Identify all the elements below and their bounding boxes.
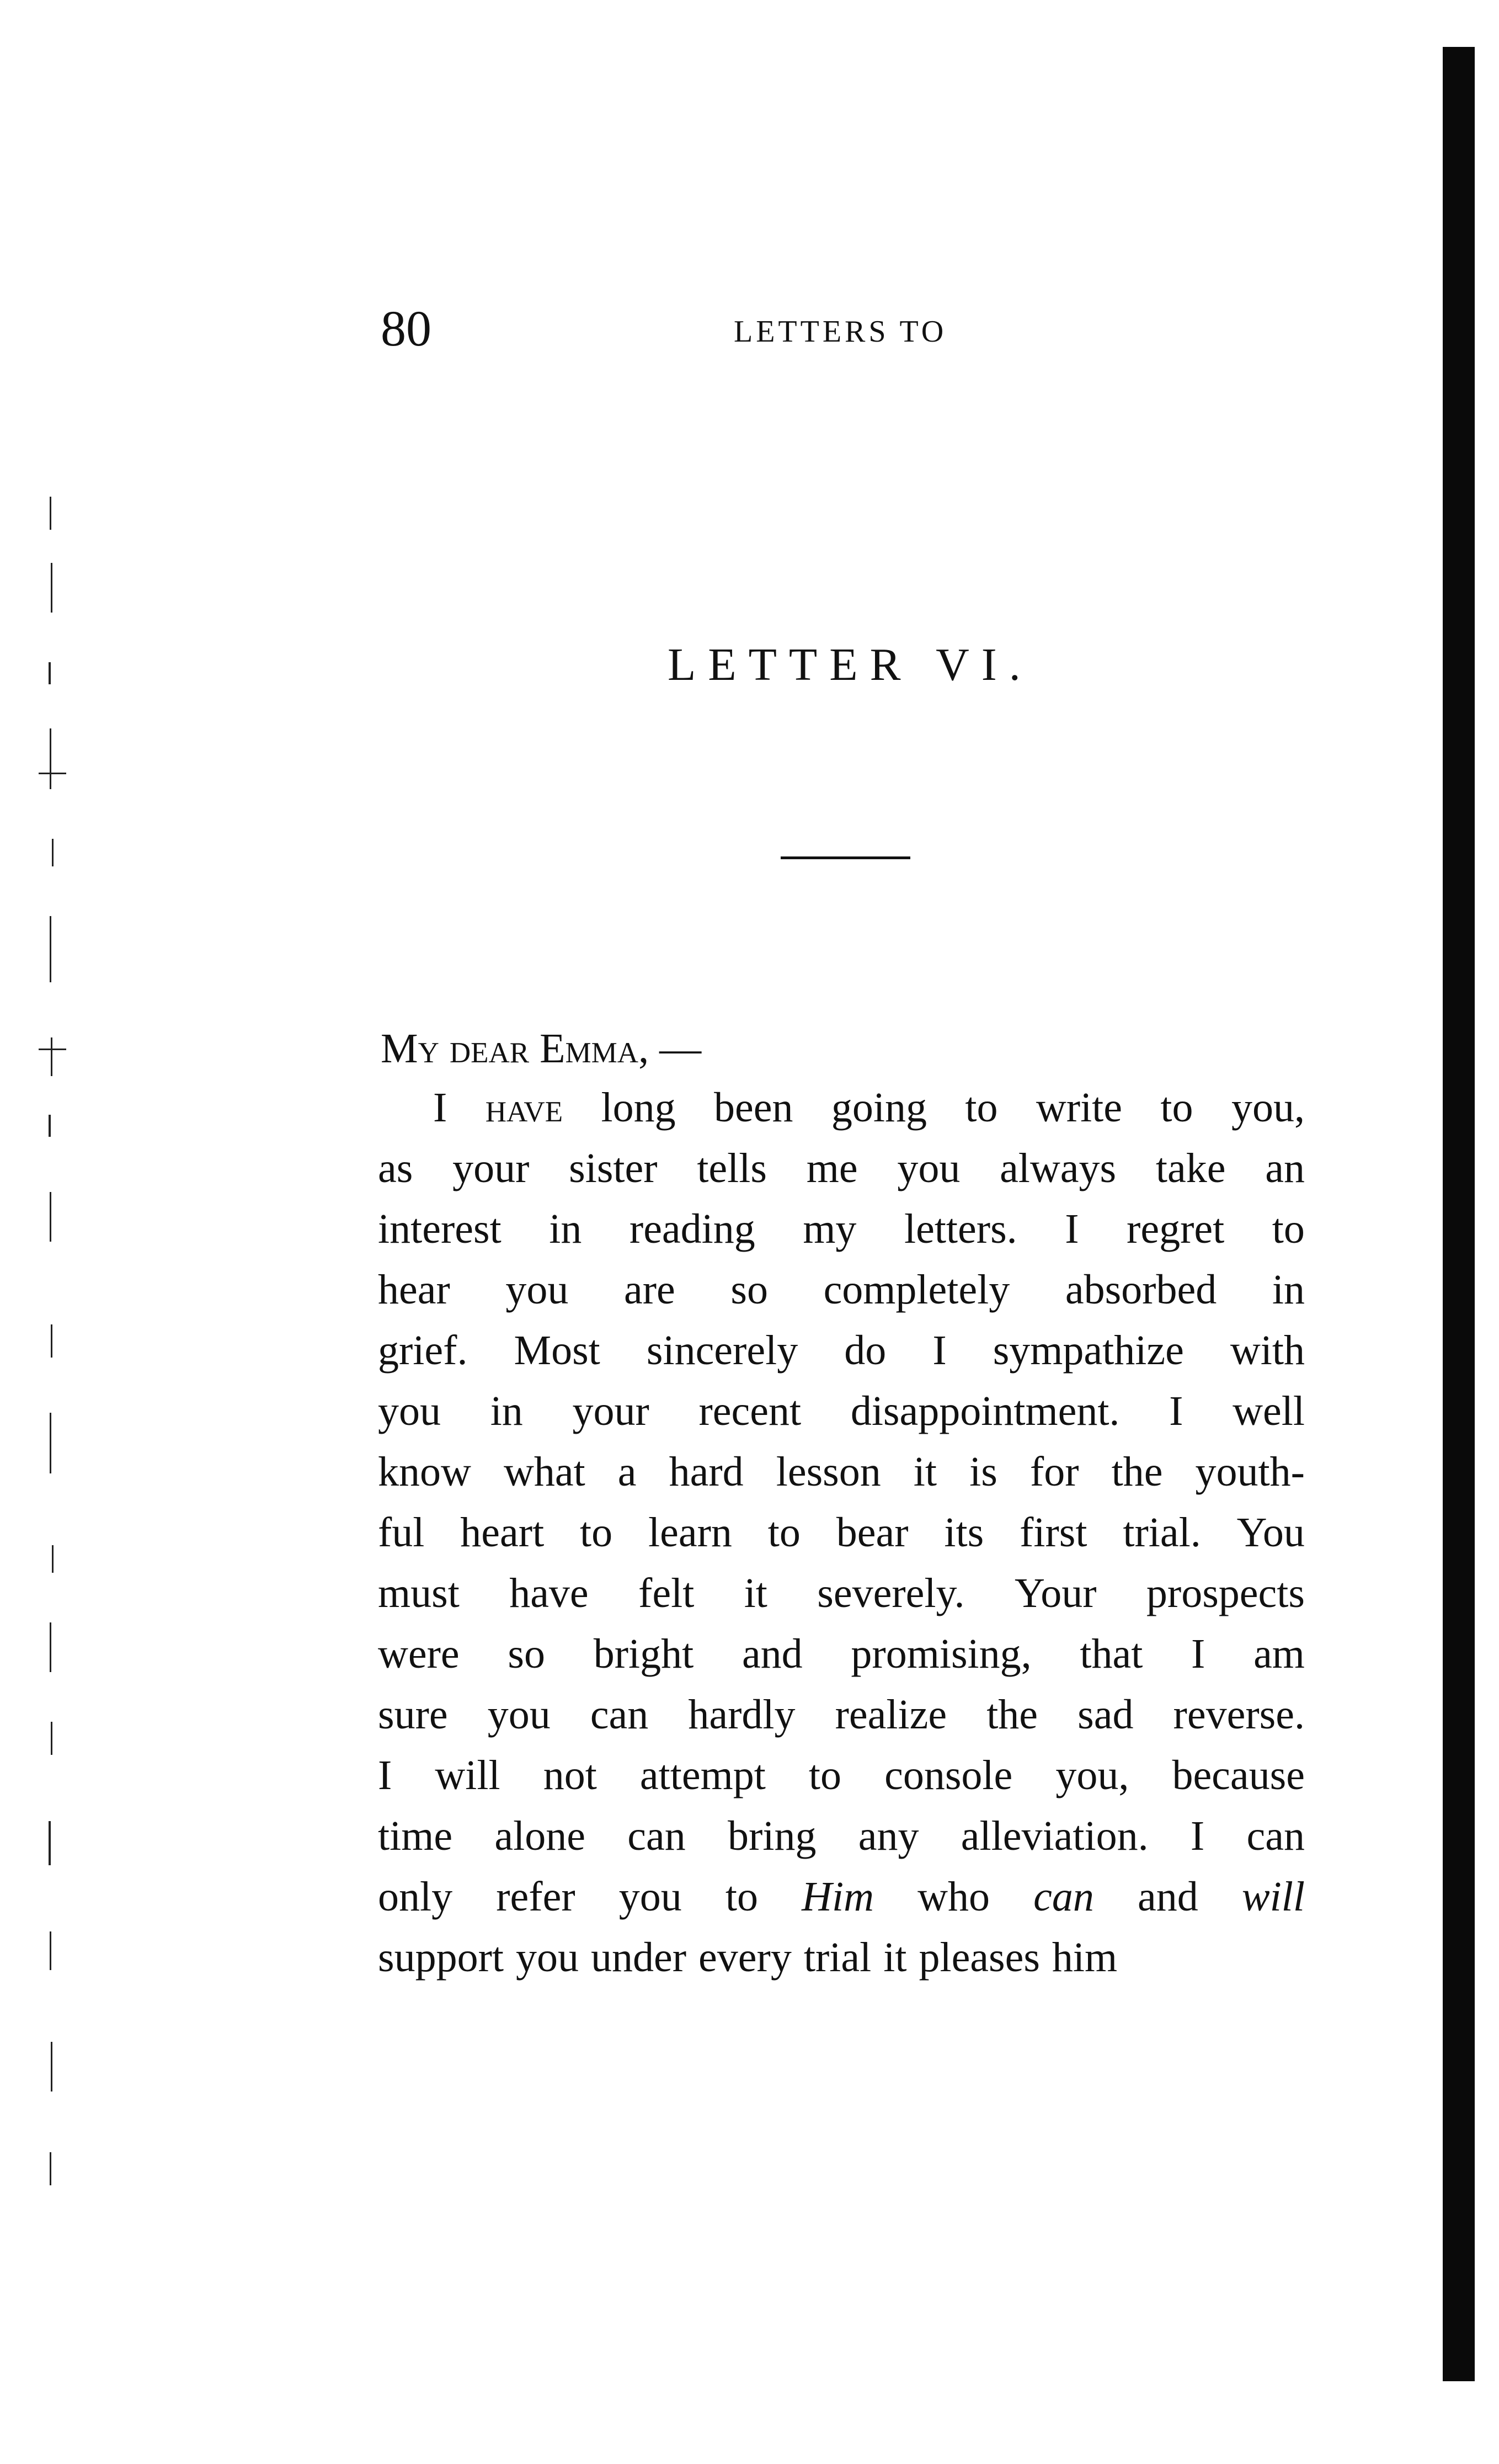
word: pleases	[919, 1934, 1040, 1981]
word: support	[378, 1934, 504, 1981]
word: interest	[378, 1206, 502, 1252]
word: reverse.	[1173, 1691, 1305, 1738]
word: and	[742, 1631, 803, 1677]
word: Your	[1014, 1570, 1097, 1616]
word: long	[601, 1084, 676, 1131]
word: I	[932, 1327, 947, 1374]
word: hardly	[688, 1691, 796, 1738]
word: completely	[823, 1266, 1010, 1313]
word: well	[1233, 1388, 1305, 1434]
word: not	[543, 1752, 597, 1798]
word: it	[744, 1570, 767, 1616]
word: will	[435, 1752, 500, 1798]
word: know	[378, 1449, 471, 1495]
scan-speck	[50, 1622, 51, 1672]
scan-speck	[50, 2152, 51, 2185]
scan-speck	[49, 662, 51, 684]
word: to	[1272, 1206, 1305, 1252]
body-line	[378, 1684, 1305, 1745]
word: so	[508, 1631, 545, 1677]
body-line	[378, 1138, 1305, 1199]
word: for	[1029, 1449, 1079, 1495]
salutation: My dear Emma, —	[381, 1025, 702, 1072]
scan-speck	[50, 1192, 51, 1242]
word: I	[1190, 1813, 1205, 1859]
word: take	[1155, 1145, 1226, 1191]
word: alleviation.	[961, 1813, 1149, 1859]
word: severely.	[817, 1570, 965, 1616]
word: under	[591, 1934, 687, 1981]
word: grief.	[378, 1327, 468, 1374]
word: heart	[460, 1509, 545, 1556]
word: absorbed	[1065, 1266, 1217, 1313]
word: you,	[1231, 1084, 1305, 1131]
word: disappointment.	[850, 1388, 1120, 1434]
word: the	[1111, 1449, 1163, 1495]
body-line	[378, 1199, 1305, 1259]
word: you	[516, 1934, 579, 1981]
word: time	[378, 1813, 453, 1859]
word: a	[617, 1449, 637, 1495]
word: you	[505, 1266, 569, 1313]
word: regret	[1127, 1206, 1225, 1252]
word: trial.	[1123, 1509, 1201, 1556]
body-line	[378, 1259, 1305, 1320]
word: in	[490, 1388, 523, 1434]
scan-speck	[39, 1049, 66, 1050]
word: to	[965, 1084, 998, 1131]
word: to	[1160, 1084, 1193, 1131]
body-line	[378, 1563, 1305, 1624]
word: what	[503, 1449, 585, 1495]
word: learn	[648, 1509, 732, 1556]
scan-speck	[52, 839, 54, 866]
word: have	[509, 1570, 589, 1616]
letter-body	[378, 1077, 1305, 2026]
body-line	[378, 1745, 1305, 1806]
page-number: 80	[381, 300, 431, 356]
word: tells	[697, 1145, 767, 1191]
word: sad	[1077, 1691, 1134, 1738]
word: You	[1236, 1509, 1305, 1556]
word: your	[572, 1388, 649, 1434]
word: will	[1241, 1874, 1305, 1920]
word: sympathize	[993, 1327, 1184, 1374]
scan-speck	[52, 1545, 54, 1573]
scan-speck	[49, 1821, 51, 1865]
word: prospects	[1146, 1570, 1305, 1616]
scan-speck	[50, 1931, 51, 1970]
word: can	[590, 1691, 649, 1738]
word: were	[378, 1631, 460, 1677]
word: me	[806, 1145, 858, 1191]
word: it	[883, 1934, 907, 1981]
word: I	[1065, 1206, 1079, 1252]
word: sincerely	[646, 1327, 798, 1374]
word: that	[1080, 1631, 1143, 1677]
word: with	[1230, 1327, 1305, 1374]
word: hard	[669, 1449, 744, 1495]
word: write	[1036, 1084, 1123, 1131]
scan-speck	[49, 1115, 51, 1137]
word: I	[378, 1752, 392, 1798]
word: attempt	[639, 1752, 766, 1798]
word: bring	[728, 1813, 817, 1859]
word: you	[897, 1145, 961, 1191]
body-line	[378, 1806, 1305, 1866]
word: Most	[514, 1327, 600, 1374]
word: bear	[836, 1509, 909, 1556]
margin-specks	[39, 497, 72, 2318]
word: any	[858, 1813, 919, 1859]
word: alone	[494, 1813, 585, 1859]
word: been	[713, 1084, 793, 1131]
word: always	[1000, 1145, 1117, 1191]
word: you	[487, 1691, 551, 1738]
scan-speck	[51, 1037, 52, 1076]
word: sure	[378, 1691, 448, 1738]
word: ful	[378, 1509, 425, 1556]
word: letters.	[904, 1206, 1017, 1252]
scan-speck	[50, 728, 51, 789]
scan-speck	[39, 773, 66, 774]
word: so	[730, 1266, 768, 1313]
running-head	[381, 298, 988, 359]
word: who	[917, 1874, 990, 1920]
word: you,	[1055, 1752, 1129, 1798]
word: trial	[803, 1934, 872, 1981]
word: going	[831, 1084, 927, 1131]
word: every	[698, 1934, 792, 1981]
body-line	[433, 1077, 1305, 1138]
word: am	[1253, 1631, 1305, 1677]
scan-speck	[50, 497, 51, 530]
word: can	[1033, 1874, 1094, 1920]
word: to	[725, 1874, 759, 1920]
word: refer	[496, 1874, 575, 1920]
scan-speck	[51, 2042, 52, 2092]
word: you	[618, 1874, 682, 1920]
word: sister	[569, 1145, 658, 1191]
word: realize	[835, 1691, 947, 1738]
word: I	[1169, 1388, 1183, 1434]
page-edge-shadow	[1443, 47, 1475, 2381]
word: only	[378, 1874, 453, 1920]
heading-rule	[781, 856, 910, 859]
word: to	[808, 1752, 842, 1798]
word: my	[803, 1206, 857, 1252]
word: lesson	[776, 1449, 881, 1495]
word: felt	[638, 1570, 695, 1616]
scan-speck	[51, 563, 52, 613]
word: and	[1138, 1874, 1198, 1920]
word: I	[433, 1084, 447, 1131]
word: are	[624, 1266, 675, 1313]
word: in	[1272, 1266, 1305, 1313]
body-line	[378, 1381, 1305, 1441]
word: can	[627, 1813, 686, 1859]
word: an	[1265, 1145, 1305, 1191]
word: bright	[593, 1631, 694, 1677]
body-line	[378, 1441, 1305, 1502]
word: youth-	[1195, 1449, 1305, 1495]
word: reading	[629, 1206, 755, 1252]
word: promising,	[851, 1631, 1032, 1677]
word: your	[452, 1145, 530, 1191]
word: console	[884, 1752, 1013, 1798]
scan-speck	[51, 1722, 52, 1755]
word: recent	[698, 1388, 802, 1434]
body-line	[378, 1866, 1305, 1927]
body-line	[378, 1502, 1305, 1563]
scan-speck	[51, 1324, 52, 1358]
word: I	[1191, 1631, 1205, 1677]
word: hear	[378, 1266, 450, 1313]
word: its	[944, 1509, 984, 1556]
word: him	[1052, 1934, 1118, 1981]
word: Him	[802, 1874, 874, 1920]
word: is	[969, 1449, 997, 1495]
word: must	[378, 1570, 460, 1616]
word: have	[485, 1084, 563, 1131]
body-line	[378, 1624, 1305, 1684]
word: can	[1246, 1813, 1305, 1859]
scan-speck	[50, 916, 51, 982]
running-title: LETTERS TO	[734, 315, 947, 349]
word: to	[767, 1509, 801, 1556]
body-line	[378, 1320, 1305, 1381]
word: you	[378, 1388, 441, 1434]
word: the	[986, 1691, 1038, 1738]
scan-speck	[50, 1413, 51, 1473]
letter-heading: LETTER VI.	[668, 639, 1033, 690]
word: do	[844, 1327, 887, 1374]
word: in	[549, 1206, 582, 1252]
word: as	[378, 1145, 413, 1191]
word: first	[1020, 1509, 1087, 1556]
word: it	[913, 1449, 937, 1495]
body-line	[378, 1927, 1305, 1988]
word: because	[1172, 1752, 1305, 1798]
word: to	[580, 1509, 613, 1556]
